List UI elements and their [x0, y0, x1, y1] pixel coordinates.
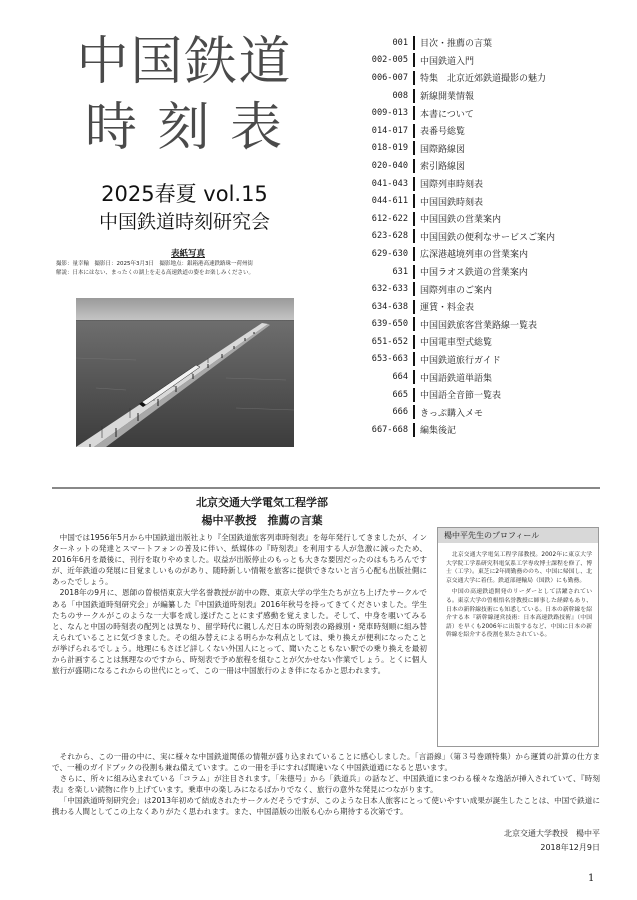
- profile-heading: 楊中平先生のプロフィール: [438, 528, 598, 543]
- toc-entry: 041-043 国際列車時刻表: [371, 178, 484, 191]
- recommendation-paragraph: 中国では1956年5月から中国鉄道出版社より『全国鉄道旅客列車時刻表』を毎年発行してきましたが、インターネットの発達とスマートフォンの普及に伴い、紙媒体の『時刻表』を利用する人が急激に減ったため、2016年6月を最後に、刊行を取りやめました。収益が出版停止のもっとも大きな要因だったのはもちろんですが、近年鉄道の発展に目覚ましいものがあり、随時新しい情報を旅客に提供できないと言う心配も出版社側にあったでしょう。: [52, 533, 427, 587]
- toc-entry: 653-663 中国鉄道旅行ガイド: [371, 354, 501, 366]
- page-number: 1: [588, 873, 595, 884]
- recommendation-body: [52, 532, 427, 676]
- recommendation-title-line1: 北京交通大学電気工程学部: [196, 496, 328, 509]
- toc-entry: 623-628 中国国鉄の便利なサービスご案内: [371, 231, 556, 243]
- profile-paragraph: 中国の高速鉄道開発のリーダーとして活躍されている。東京大学の曽根悟名誉教授に師事した経緯もあり、日本の新幹線技術にも知悉している。日本の新幹線を紹介する本『新幹線運営技術：日本高速鉄路技術』（中国語）を早くも2006年に出版するなど、中国に日本の新幹線を紹介する役割を果たされている。: [446, 589, 592, 639]
- toc-entry: 639-650 中国国鉄旅客営業路線一覧表: [371, 319, 538, 331]
- cover-title-line1: 中国鉄道: [76, 32, 293, 92]
- toc-entry: 006-007 特集 北京近郊鉄道撮影の魅力: [371, 72, 547, 85]
- toc-entry: 632-633 国際列車のご案内: [371, 284, 493, 296]
- cover-photo: [76, 298, 294, 447]
- recommendation-title-line2: 楊中平教授 推薦の言葉: [201, 514, 323, 527]
- toc-entry: 629-630 広深港越境列車の営業案内: [371, 248, 529, 261]
- toc-entry: 631 中国ラオス鉄道の営業案内: [392, 266, 528, 279]
- toc-entry: 667-668 編集後記: [371, 424, 457, 437]
- toc-entry: 634-638 運賃・料金表: [371, 301, 475, 314]
- recommendation-paragraph: さらに、所々に組み込まれている「コラム」が注目されます。「朱徳号」から「鉄道兵」の話など、中国鉄道にまつわる様々な逸話が挿入されていて、『時刻表』を楽しい読物に作り上げています。乗車中の楽しみになるばかりでなく、旅行の意外な発見につながります。: [52, 774, 600, 795]
- cover-title-line2: 時 刻 表: [84, 98, 285, 158]
- toc-entry: 008 新線開業情報: [392, 90, 475, 103]
- profile-box: [437, 527, 599, 747]
- toc-entry: 009-013 本書について: [371, 108, 474, 120]
- table-of-contents: [334, 34, 634, 439]
- toc-entry: 020-040 索引路線図: [371, 160, 466, 173]
- toc-entry: 664 中国語鉄道単語集: [392, 372, 493, 384]
- toc-entry: 001 目次・推薦の言葉: [392, 37, 493, 50]
- recommendation-body-wide: [52, 751, 600, 818]
- signature-date: 2018年12月9日: [540, 843, 600, 852]
- signature-name: 北京交通大学教授 楊中平: [504, 829, 600, 838]
- toc-entry: 018-019 国際路線図: [371, 143, 466, 155]
- recommendation-paragraph: 2018年の9月に、恩師の曽根悟東京大学名誉教授が訪中の際、東京大学の学生たちが立ち上げたサークルである「中国鉄道時刻研究会」が編纂した『中国鉄道時刻表』2016年秋号を持ってきてくださいました。学生たちのサークルがこのような一大事を成し遂げたことにまず感動を覚えました。そして、中身を覗いてみると、なんと中国の時刻表の配列とは異なり、留学時代に親しんだ日本の時刻表の路線別・発車時刻順に組み替えられていることに気づきました。その組み替えによる明らかな利点としては、乗り換えが便利になったことが挙げられるでしょう。地理にもさほど詳しくない外国人にとって、聞いたこともない駅での乗り換えを最初から計画することは無理なのですから、時刻表で予め旅程を組むことが欠かせない作業でしょう。とくに個人旅行が盛期になるこれからの世代にとって、この一冊は中国旅行のよき伴になるかと思われます。: [52, 588, 427, 676]
- recommendation-paragraph: 「中国鉄道時刻研究会」は2013年初めて結成されたサークルだそうですが、このような日本人旅客にとって使いやすい成果が誕生したことは、中国で鉄道に携わる人間としてこの上なくありがたく思われます。また、中国語版の出版も心から期待する次第です。: [52, 796, 600, 817]
- photo-note-1: 撮影：量幸輸 撮影日：2025年3月3日 撮影地点：銀箱港高速鉄路珠一荷州街: [56, 261, 253, 267]
- toc-entry: 014-017 表番号総覧: [371, 125, 466, 138]
- toc-entry: 044-611 中国国鉄時刻表: [371, 196, 484, 208]
- photo-caption-title: 表紙写真: [170, 249, 205, 259]
- profile-paragraph: 北京交通大学電気工程学部教授。2002年に東京大学大学院工学系研究科電気系工学専攻博士課程を修了、博士（工学）。東芝に2年間勤務ののち、中国に帰国し、北京交通大学に着任。鉄道部運輸局（国鉄）にも勤務。: [446, 552, 592, 584]
- society-name: 中国鉄道時刻研究会: [98, 211, 270, 233]
- toc-entry: 651-652 中国電車型式総覧: [371, 336, 493, 349]
- toc-entry: 612-622 中国国鉄の営業案内: [371, 213, 502, 226]
- section-divider: [52, 487, 600, 489]
- toc-entry: 665 中国語全音節一覧表: [392, 389, 502, 402]
- toc-entry: 002-005 中国鉄道入門: [371, 55, 475, 67]
- toc-entry: 666 きっぷ購入メモ: [392, 407, 484, 419]
- photo-note-2: 解説：日本にはない、まったくの湖上を走る高速鉄道の姿をお楽しみください。: [56, 270, 255, 276]
- recommendation-paragraph: それから、この一冊の中に、実に様々な中国鉄道関係の情報が盛り込まれていることに感心しました。「言語線」（第３号巻頭特集）から運賃の計算の仕方まで、一種のガイドブックの役割も兼ね備えています。この一冊を手にすれば間違いなく中国鉄道通になると思います。: [52, 752, 600, 773]
- edition-label: 2025春夏 vol.15: [101, 182, 268, 206]
